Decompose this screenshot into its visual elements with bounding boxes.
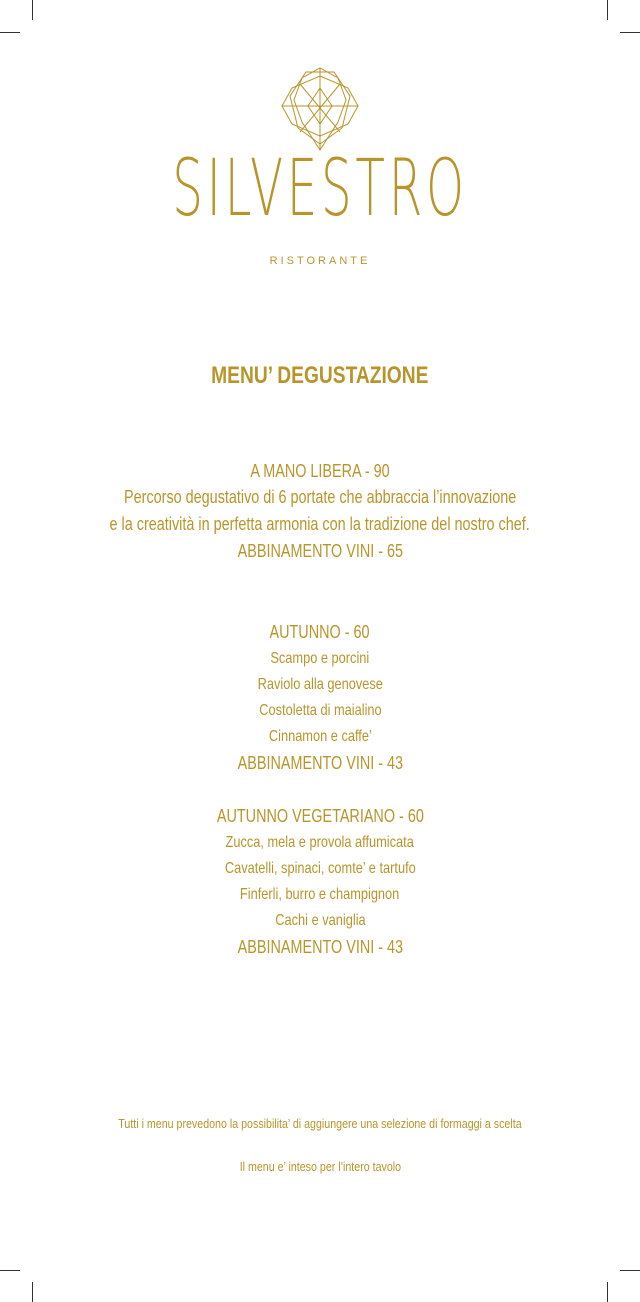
page-title: MENU’ DEGUSTAZIONE	[211, 362, 429, 389]
footer-note: Il menu e’ inteso per l’intero tavolo	[239, 1159, 401, 1174]
dish-item: Cavatelli, spinaci, comte’ e tartufo	[224, 860, 416, 877]
section-heading: A MANO LIBERA - 90	[250, 461, 390, 481]
section-description: Percorso degustativo di 6 portate che abbraccia l’innovazione	[123, 487, 517, 507]
section-heading: AUTUNNO - 60	[269, 622, 370, 642]
geometric-flower-icon	[270, 66, 370, 152]
wine-pairing: ABBINAMENTO VINI - 43	[237, 753, 403, 773]
dish-item: Zucca, mela e provola affumicata	[225, 834, 415, 851]
crop-mark	[620, 32, 640, 33]
footer-note: Tutti i menu prevedono la possibilita’ di aggiungere una selezione di formaggi a scelta	[118, 1116, 522, 1131]
dish-item: Raviolo alla genovese	[257, 676, 383, 693]
crop-mark	[32, 0, 33, 20]
crop-mark	[0, 32, 20, 33]
dish-item: Cinnamon e caffe’	[268, 728, 372, 745]
crop-mark	[607, 0, 608, 20]
crop-mark	[32, 1282, 33, 1302]
crop-mark	[0, 1270, 20, 1271]
section-description: e la creatività in perfetta armonia con la tradizione del nostro chef.	[109, 514, 531, 534]
section-heading: AUTUNNO VEGETARIANO - 60	[216, 806, 424, 826]
wine-pairing: ABBINAMENTO VINI - 43	[237, 937, 403, 957]
dish-item: Cachi e vaniglia	[274, 912, 366, 929]
dish-item: Costoletta di maialino	[258, 702, 382, 719]
brand-name: SILVESTRO	[172, 144, 468, 234]
crop-mark	[607, 1282, 608, 1302]
brand-subtitle: RISTORANTE	[269, 255, 371, 267]
wine-pairing: ABBINAMENTO VINI - 65	[237, 541, 403, 561]
crop-mark	[620, 1270, 640, 1271]
dish-item: Finferli, burro e champignon	[240, 886, 400, 903]
dish-item: Scampo e porcini	[270, 650, 370, 667]
